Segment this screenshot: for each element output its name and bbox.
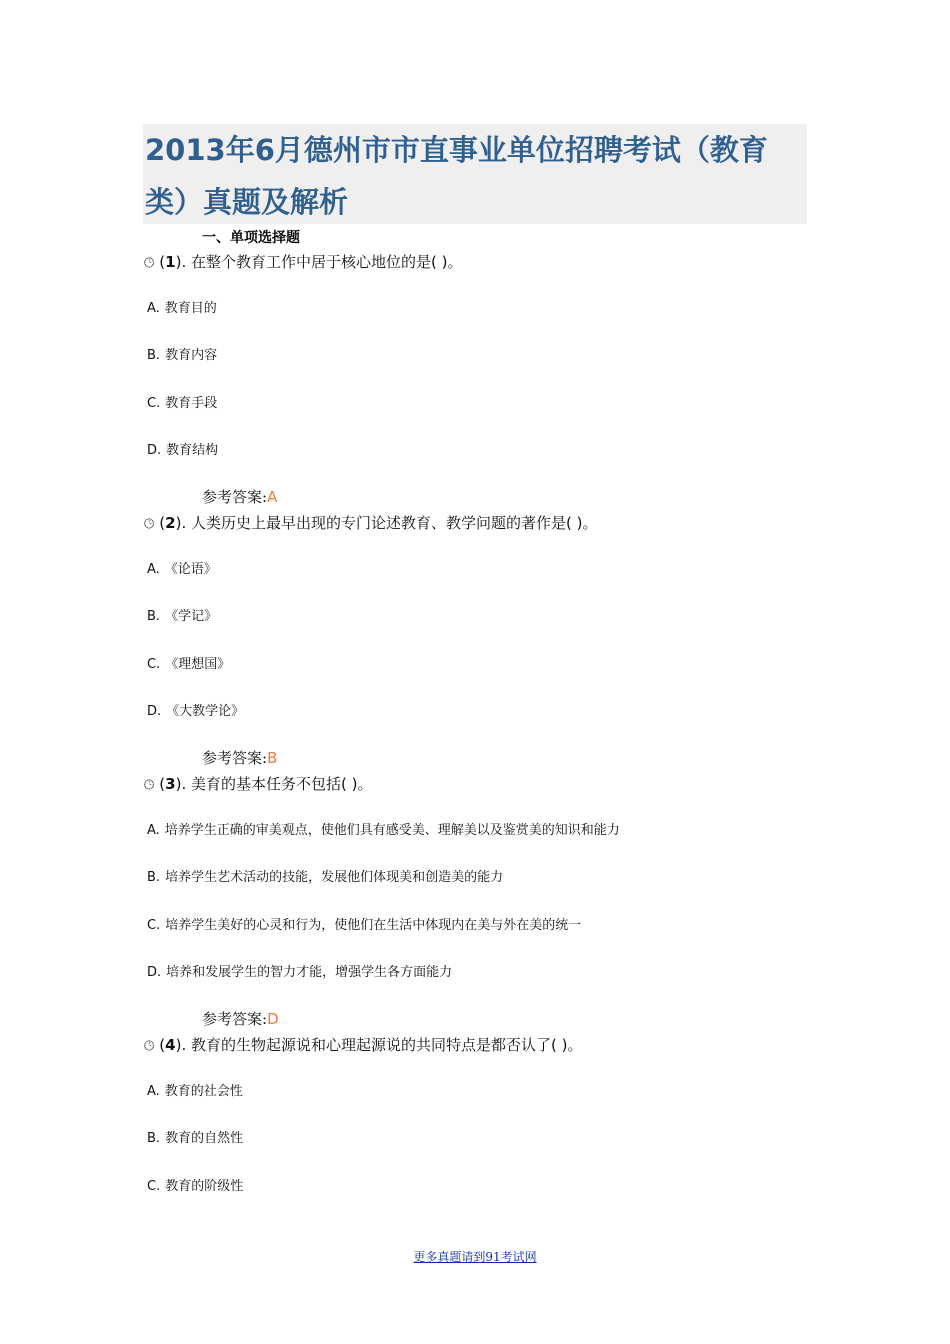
- option-a: A. 培养学生正确的审美观点，使他们具有感受美、理解美以及鉴赏美的知识和能力: [147, 823, 620, 838]
- question-2: 🕒︎ (2). 人类历史上最早出现的专门论述教育、教学问题的著作是( )。: [144, 514, 598, 532]
- question-text: 教育的生物起源说和心理起源说的共同特点是都否认了: [190, 1036, 551, 1054]
- question-text: 在整个教育工作中居于核心地位的是: [190, 253, 431, 271]
- question-1: 🕒︎ (1). 在整个教育工作中居于核心地位的是( )。: [144, 253, 463, 271]
- section-heading: 一、单项选择题: [202, 230, 300, 246]
- question-4: 🕒︎ (4). 教育的生物起源说和心理起源说的共同特点是都否认了( )。: [144, 1036, 583, 1054]
- question-number: 3: [165, 775, 176, 793]
- clock-icon: 🕒︎: [144, 1039, 155, 1054]
- clock-icon: 🕒︎: [144, 256, 155, 271]
- question-number: 4: [165, 1036, 176, 1054]
- option-b: B. 教育的自然性: [147, 1131, 244, 1146]
- option-c: C. 培养学生美好的心灵和行为，使他们在生活中体现内在美与外在美的统一: [147, 918, 582, 933]
- option-b: B. 培养学生艺术活动的技能，发展他们体现美和创造美的能力: [147, 870, 504, 885]
- question-text: 人类历史上最早出现的专门论述教育、教学问题的著作是: [190, 514, 566, 532]
- option-d: D. 《大教学论》: [147, 704, 245, 719]
- page-title: 2013年6月德州市市直事业单位招聘考试（教育类）真题及解析: [145, 133, 768, 219]
- title-block: [143, 124, 807, 224]
- answer-value: A: [267, 488, 278, 506]
- question-3: 🕒︎ (3). 美育的基本任务不包括( )。: [144, 775, 373, 793]
- question-number: 1: [165, 253, 176, 271]
- question-number: 2: [165, 514, 176, 532]
- option-c: C. 教育手段: [147, 396, 218, 411]
- option-d: D. 培养和发展学生的智力才能，增强学生各方面能力: [147, 965, 453, 980]
- footer-link[interactable]: 更多真题请到91考试网: [413, 1250, 537, 1264]
- option-a: A. 《论语》: [147, 562, 217, 577]
- option-c: C. 教育的阶级性: [147, 1179, 244, 1194]
- clock-icon: 🕒︎: [144, 778, 155, 793]
- option-c: C. 《理想国》: [147, 657, 231, 672]
- question-text: 美育的基本任务不包括: [190, 775, 341, 793]
- option-a: A. 教育的社会性: [147, 1084, 243, 1099]
- option-b: B. 教育内容: [147, 348, 218, 363]
- answer-1: 参考答案:A: [202, 488, 278, 506]
- answer-value: B: [267, 749, 278, 767]
- answer-2: 参考答案:B: [202, 749, 278, 767]
- answer-value: D: [267, 1010, 279, 1028]
- clock-icon: 🕒︎: [144, 517, 155, 532]
- option-b: B. 《学记》: [147, 609, 218, 624]
- answer-3: 参考答案:D: [202, 1010, 279, 1028]
- option-a: A. 教育目的: [147, 301, 217, 316]
- option-d: D. 教育结构: [147, 443, 219, 458]
